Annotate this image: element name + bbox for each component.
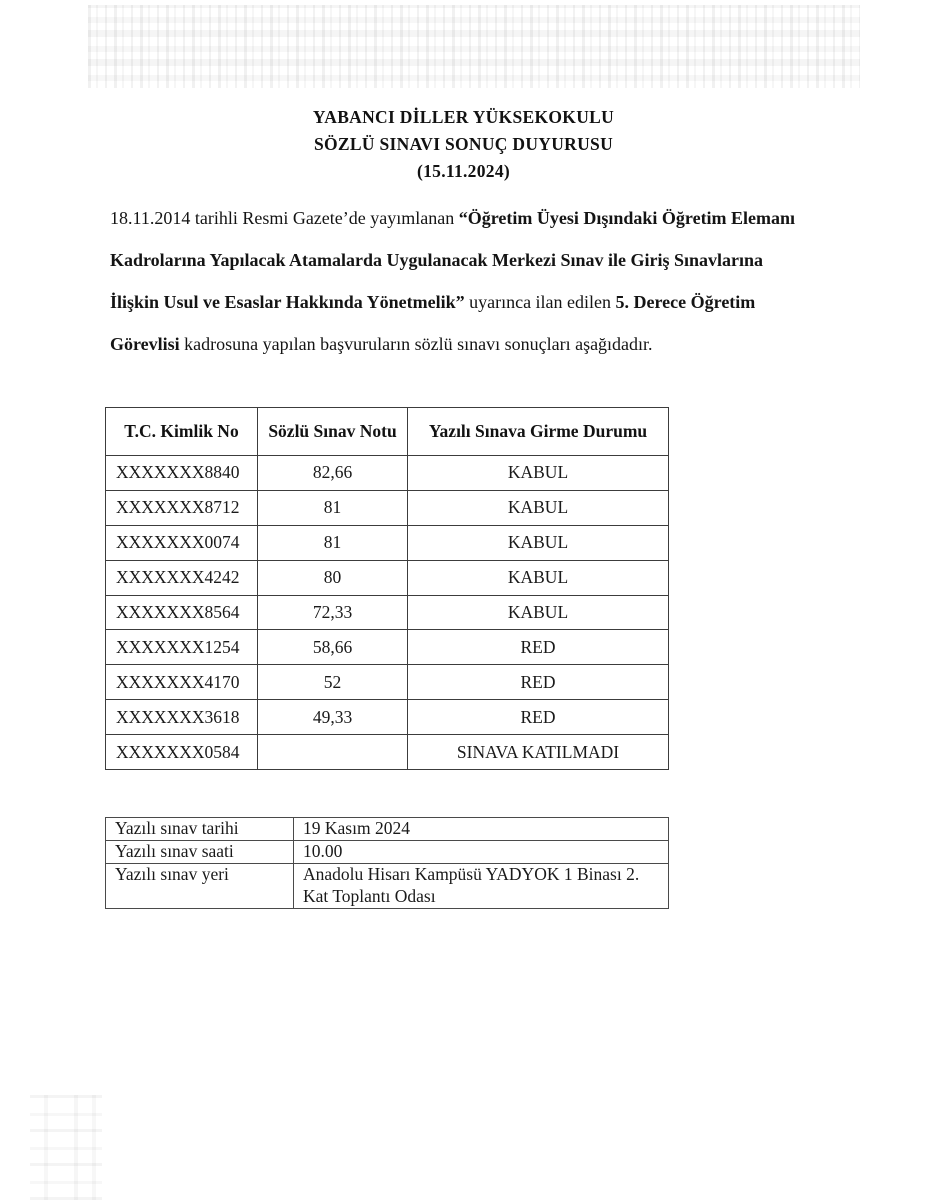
cell-score: 49,33 <box>258 700 408 735</box>
results-header-status: Yazılı Sınava Girme Durumu <box>408 408 669 456</box>
cell-score: 81 <box>258 490 408 525</box>
table-row <box>106 560 669 595</box>
table-row <box>106 630 669 665</box>
paragraph-line-3 <box>110 281 830 323</box>
cell-id: XXXXXXX8564 <box>106 595 258 630</box>
paragraph-line-4 <box>110 323 830 365</box>
cell-id: XXXXXXX3618 <box>106 700 258 735</box>
info-label: Yazılı sınav yeri <box>106 864 294 908</box>
cell-status: RED <box>408 700 669 735</box>
paragraph-text: 18.11.2014 tarihli Resmi Gazete’de yayımlanan <box>110 208 459 228</box>
cell-score: 72,33 <box>258 595 408 630</box>
cell-id: XXXXXXX0584 <box>106 735 258 770</box>
info-value: Anadolu Hisarı Kampüsü YADYOK 1 Binası 2. Kat Toplantı Odası <box>294 864 669 908</box>
results-table-header-row <box>106 408 669 456</box>
paragraph-text-bold: İlişkin Usul ve Esaslar Hakkında Yönetmelik” <box>110 292 465 312</box>
cell-status: SINAVA KATILMADI <box>408 735 669 770</box>
info-row-time <box>106 841 669 864</box>
title-line-1: YABANCI DİLLER YÜKSEKOKULU <box>312 107 615 127</box>
table-row <box>106 525 669 560</box>
cell-status: RED <box>408 630 669 665</box>
cell-score: 80 <box>258 560 408 595</box>
title-line-3: (15.11.2024) <box>416 161 511 181</box>
cell-score: 58,66 <box>258 630 408 665</box>
table-row <box>106 456 669 491</box>
cell-score: 52 <box>258 665 408 700</box>
info-row-place <box>106 864 669 908</box>
cell-status: KABUL <box>408 525 669 560</box>
table-row <box>106 665 669 700</box>
table-row <box>106 735 669 770</box>
paragraph-text-bold: Görevlisi <box>110 334 180 354</box>
cell-score <box>258 735 408 770</box>
paragraph-text-bold: 5. Derece Öğretim <box>615 292 756 312</box>
cell-id: XXXXXXX0074 <box>106 525 258 560</box>
results-header-id: T.C. Kimlik No <box>106 408 258 456</box>
cell-status: KABUL <box>408 490 669 525</box>
cell-id: XXXXXXX4242 <box>106 560 258 595</box>
info-value: 19 Kasım 2024 <box>294 818 669 841</box>
exam-info-table <box>105 817 669 909</box>
info-row-date <box>106 818 669 841</box>
table-row <box>106 700 669 735</box>
paragraph-text-bold: “Öğretim Üyesi Dışındaki Öğretim Elemanı <box>458 208 796 228</box>
paragraph-text: uyarınca ilan edilen <box>464 292 616 312</box>
results-table <box>105 407 669 770</box>
scan-noise-band <box>88 5 860 88</box>
cell-id: XXXXXXX8840 <box>106 456 258 491</box>
cell-score: 81 <box>258 525 408 560</box>
paragraph-text: kadrosuna yapılan başvuruların sözlü sınavı sonuçları aşağıdadır. <box>179 334 653 354</box>
results-header-score: Sözlü Sınav Notu <box>258 408 408 456</box>
cell-score: 82,66 <box>258 456 408 491</box>
info-label: Yazılı sınav tarihi <box>106 818 294 841</box>
announcement-paragraph <box>110 197 830 365</box>
cell-id: XXXXXXX8712 <box>106 490 258 525</box>
cell-status: RED <box>408 665 669 700</box>
info-label: Yazılı sınav saati <box>106 841 294 864</box>
cell-status: KABUL <box>408 595 669 630</box>
table-row <box>106 490 669 525</box>
cell-id: XXXXXXX4170 <box>106 665 258 700</box>
paragraph-line-1 <box>110 197 830 239</box>
table-row <box>106 595 669 630</box>
cell-status: KABUL <box>408 456 669 491</box>
cell-status: KABUL <box>408 560 669 595</box>
paragraph-text-bold: Kadrolarına Yapılacak Atamalarda Uygulanacak Merkezi Sınav ile Giriş Sınavlarına <box>110 250 764 270</box>
scan-noise-left-edge <box>30 1095 102 1200</box>
paragraph-line-2 <box>110 239 830 281</box>
info-value: 10.00 <box>294 841 669 864</box>
title-line-2: SÖZLÜ SINAVI SONUÇ DUYURUSU <box>313 134 614 154</box>
cell-id: XXXXXXX1254 <box>106 630 258 665</box>
page-title <box>0 104 927 185</box>
